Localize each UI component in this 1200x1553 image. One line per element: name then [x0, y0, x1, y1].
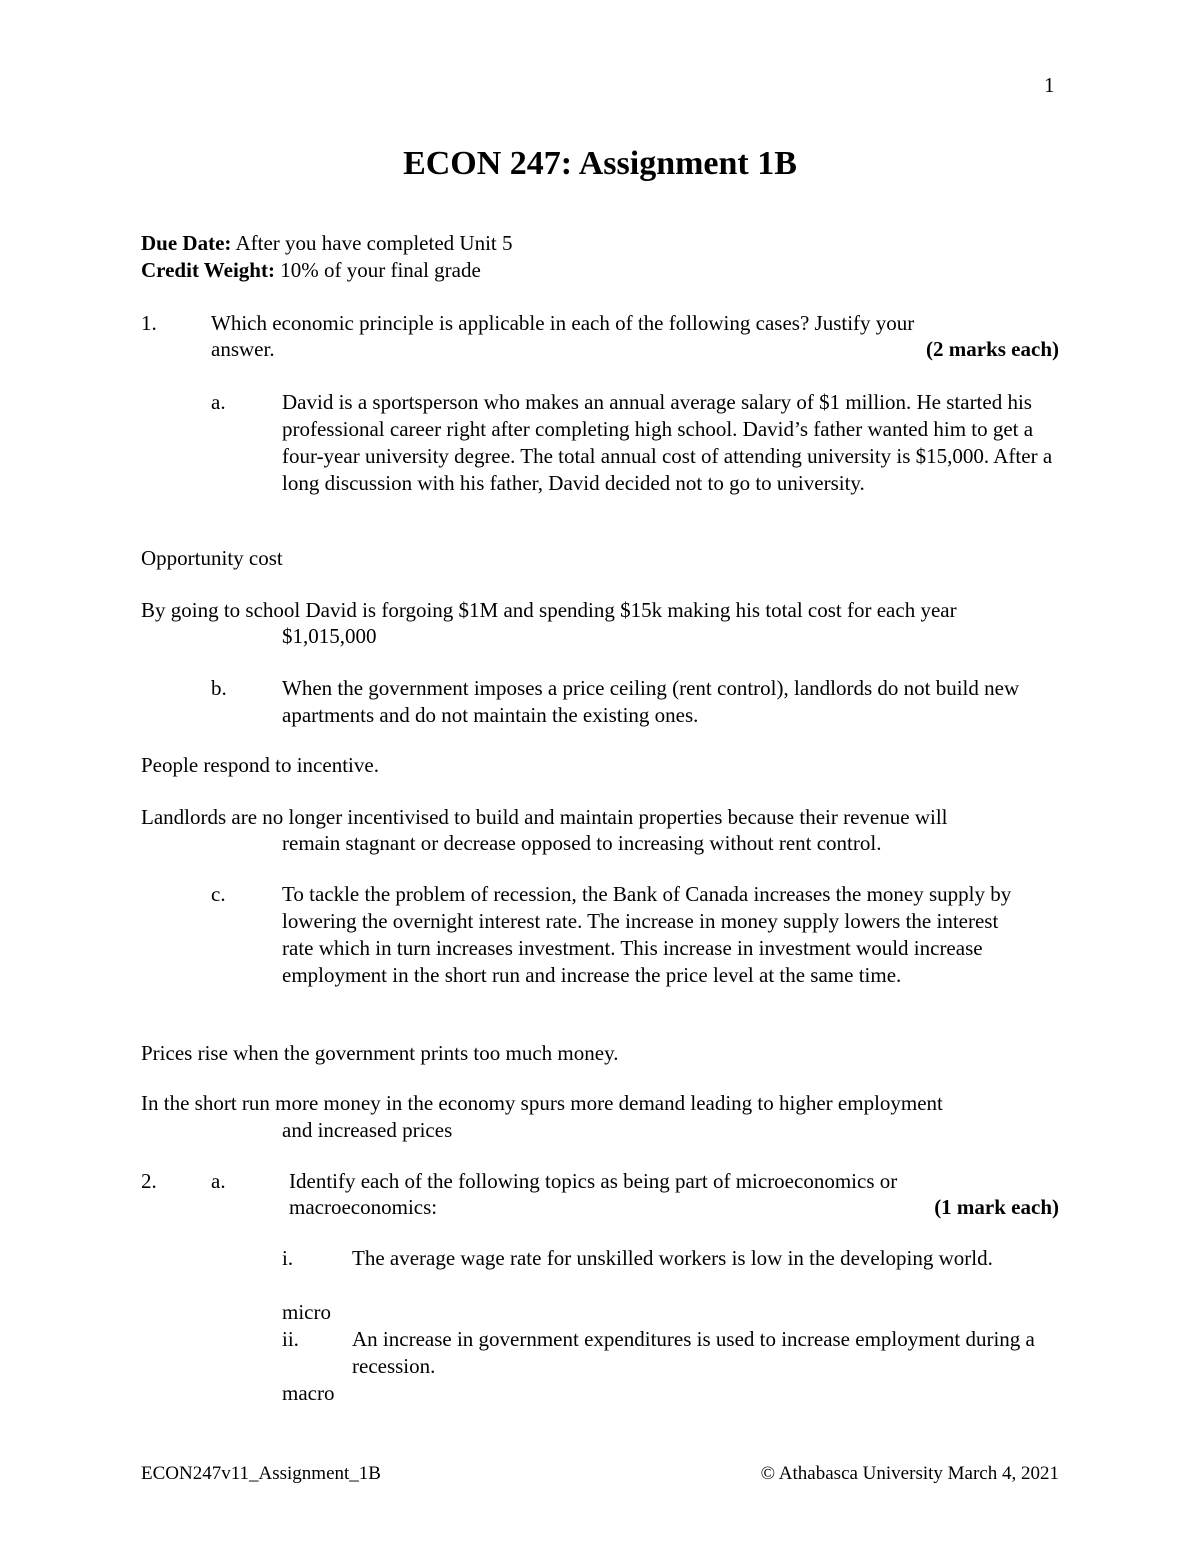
credit-weight-value: 10% of your final grade	[280, 258, 481, 282]
q2a-label: a.	[211, 1169, 226, 1193]
credit-weight	[141, 257, 481, 284]
page-title: ECON 247: Assignment 1B	[403, 145, 797, 182]
q1-text-line1: Which economic principle is applicable in each of the following cases? Justify your	[211, 311, 915, 335]
q1a-label: a.	[211, 390, 226, 414]
q2-item-ii-text: An increase in government expenditures is used to increase employment during a recession.	[352, 1327, 1035, 1378]
q2a-text-line1: Identify each of the following topics as being part of microeconomics or	[289, 1169, 898, 1193]
page-number: 1	[1044, 73, 1055, 97]
q1a-answer-2-line1: By going to school David is forgoing $1M and spending $15k making his total cost for each year	[141, 598, 957, 622]
q1a-text: David is a sportsperson who makes an annual average salary of $1 million. He started his professional career right after completing high school. David’s father wanted him to get a four-year university degree. The total annual cost of attending university is $15,000. After a long discussion with his father, David decided not to go to university.	[282, 390, 1053, 495]
q1c-label: c.	[211, 882, 226, 906]
due-date-value: After you have completed Unit 5	[235, 231, 513, 255]
q2a-text-line2: macroeconomics:	[289, 1195, 438, 1219]
due-date	[141, 230, 512, 257]
q1c-text: To tackle the problem of recession, the Bank of Canada increases the money supply by lowering the overnight interest rate. The increase in money supply lowers the interest rate which in turn increases investment. This increase in investment would increase employment in the short run and increase the price level at the same time.	[282, 882, 1012, 987]
q2-number: 2.	[141, 1169, 157, 1193]
q1a-answer-2-line2: $1,015,000	[282, 624, 377, 648]
q1b-text: When the government imposes a price ceiling (rent control), landlords do not build new apartments and do not maintain the existing ones.	[282, 676, 1020, 727]
q1c-answer-1: Prices rise when the government prints too much money.	[141, 1041, 619, 1065]
footer-right: © Athabasca University March 4, 2021	[760, 1463, 1059, 1484]
q2-item-i-label: i.	[282, 1246, 294, 1270]
q1b-answer-2-line1: Landlords are no longer incentivised to build and maintain properties because their revenue will	[141, 805, 948, 829]
q1-marks: (2 marks each)	[926, 337, 1059, 361]
q1-number: 1.	[141, 311, 157, 335]
q1c-answer-2-line2: and increased prices	[282, 1118, 453, 1142]
q2-item-i-answer: micro	[282, 1300, 331, 1324]
q1a-answer-1: Opportunity cost	[141, 546, 283, 570]
credit-weight-label: Credit Weight:	[141, 258, 275, 282]
q2-marks: (1 mark each)	[934, 1195, 1059, 1219]
q1-text-line2: answer.	[211, 337, 275, 361]
footer-left: ECON247v11_Assignment_1B	[141, 1463, 381, 1484]
q1b-label: b.	[211, 676, 227, 700]
q2-item-ii-label: ii.	[282, 1327, 299, 1351]
q2-item-i-text: The average wage rate for unskilled workers is low in the developing world.	[352, 1246, 993, 1270]
q1b-answer-1: People respond to incentive.	[141, 753, 379, 777]
due-date-label: Due Date:	[141, 231, 232, 255]
q2-item-ii-answer: macro	[282, 1381, 335, 1405]
q1c-answer-2-line1: In the short run more money in the economy spurs more demand leading to higher employment	[141, 1091, 943, 1115]
q1b-answer-2-line2: remain stagnant or decrease opposed to increasing without rent control.	[282, 831, 882, 855]
